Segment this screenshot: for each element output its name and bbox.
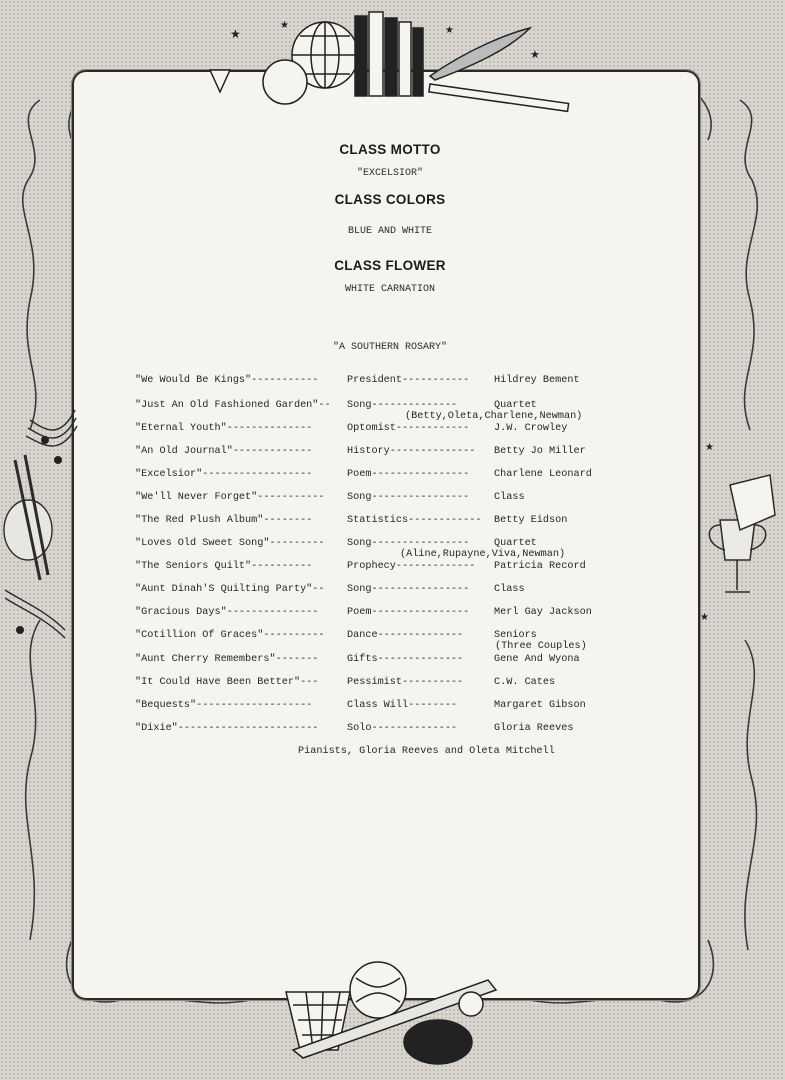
program-row [135, 492, 735, 506]
svg-text:★: ★ [705, 442, 714, 453]
program-row [135, 561, 735, 575]
program-row-part: Class Will-------- [347, 700, 458, 711]
music-palette-icon [0, 400, 80, 640]
program-row [135, 723, 735, 737]
pianists-line: Pianists, Gloria Reeves and Oleta Mitchell [298, 746, 555, 757]
quartet-members-note: (Aline,Rupayne,Viva,Newman) [400, 549, 566, 560]
program-row [135, 654, 735, 668]
program-row-part: Poem---------------- [347, 607, 470, 618]
program-title: "A SOUTHERN ROSARY" [332, 342, 448, 353]
program-row-title: "Excelsior"------------------ [135, 469, 313, 480]
program-row-part: Pessimist---------- [347, 677, 464, 688]
sports-emblem-icon [278, 960, 518, 1070]
program-row-performer: Quartet [494, 400, 537, 411]
program-row-performer: Hildrey Bement [494, 375, 580, 386]
class-colors-heading: CLASS COLORS [334, 192, 446, 207]
svg-text:★: ★ [280, 20, 289, 31]
program-row-title: "Cotillion Of Graces"---------- [135, 630, 325, 641]
program-row-performer: C.W. Cates [494, 677, 556, 688]
class-motto-value: "EXCELSIOR" [356, 168, 423, 179]
program-row-performer: Class [494, 492, 525, 503]
program-row [135, 584, 735, 598]
top-emblem-books-globe-icon [190, 8, 590, 98]
program-row-performer: Merl Gay Jackson [494, 607, 592, 618]
program-row-title: "Gracious Days"--------------- [135, 607, 319, 618]
program-row-title: "It Could Have Been Better"--- [135, 677, 319, 688]
program-row-title: "The Seniors Quilt"---------- [135, 561, 313, 572]
program-row [135, 607, 735, 621]
program-row-title: "Loves Old Sweet Song"--------- [135, 538, 325, 549]
class-flower-value: WHITE CARNATION [344, 284, 435, 295]
program-row [135, 375, 735, 389]
program-row-part: Prophecy------------- [347, 561, 476, 572]
program-row-title: "Aunt Cherry Remembers"------- [135, 654, 319, 665]
program-row [135, 515, 735, 529]
program-row-part: Gifts-------------- [347, 654, 464, 665]
svg-text:★: ★ [530, 48, 540, 61]
program-row-title: "Bequests"------------------- [135, 700, 313, 711]
program-row-title: "An Old Journal"------------- [135, 446, 313, 457]
program-row-performer: Class [494, 584, 525, 595]
svg-text:★: ★ [230, 27, 241, 41]
program-row-title: "Just An Old Fashioned Garden"-- [135, 400, 331, 411]
program-row-title: "We Would Be Kings"----------- [135, 375, 319, 386]
program-row-performer: Gene And Wyona [494, 654, 580, 665]
svg-text:★: ★ [700, 612, 709, 623]
class-motto-heading: CLASS MOTTO [339, 142, 441, 157]
program-row-part: Song---------------- [347, 492, 470, 503]
program-row-title: "We'll Never Forget"----------- [135, 492, 325, 503]
program-row-part: Song---------------- [347, 584, 470, 595]
program-row-performer: Seniors [494, 630, 537, 641]
program-row-performer: Patricia Record [494, 561, 586, 572]
program-row-performer: Betty Jo Miller [494, 446, 586, 457]
program-row-performer: J.W. Crowley [494, 423, 568, 434]
program-row-part: Song---------------- [347, 538, 470, 549]
program-sheet [72, 70, 700, 1000]
program-row-part: Optomist------------ [347, 423, 470, 434]
program-row-part: President----------- [347, 375, 470, 386]
program-row-performer: Betty Eidson [494, 515, 568, 526]
program-row-part: Song-------------- [347, 400, 458, 411]
program-row-part: History-------------- [347, 446, 476, 457]
class-flower-heading: CLASS FLOWER [334, 258, 446, 273]
program-row [135, 700, 735, 714]
program-row-title: "Eternal Youth"-------------- [135, 423, 313, 434]
program-row [135, 677, 735, 691]
program-row-performer: Quartet [494, 538, 537, 549]
class-colors-value: BLUE AND WHITE [347, 226, 432, 237]
program-row [135, 423, 735, 437]
program-row-title: "The Red Plush Album"-------- [135, 515, 313, 526]
program-row [135, 469, 735, 483]
quartet-members-note: (Betty,Oleta,Charlene,Newman) [405, 411, 583, 422]
program-row [135, 630, 735, 644]
program-row-performer: Gloria Reeves [494, 723, 574, 734]
program-row-title: "Aunt Dinah'S Quilting Party"-- [135, 584, 325, 595]
program-row-performer: Charlene Leonard [494, 469, 592, 480]
program-row-performer: Margaret Gibson [494, 700, 586, 711]
program-row-part: Solo-------------- [347, 723, 458, 734]
program-row [135, 446, 735, 460]
seniors-note: (Three Couples) [495, 641, 587, 652]
program-row-part: Statistics------------ [347, 515, 482, 526]
program-row-part: Poem---------------- [347, 469, 470, 480]
svg-text:★: ★ [445, 25, 454, 36]
program-row-part: Dance-------------- [347, 630, 464, 641]
program-row-title: "Dixie"----------------------- [135, 723, 319, 734]
